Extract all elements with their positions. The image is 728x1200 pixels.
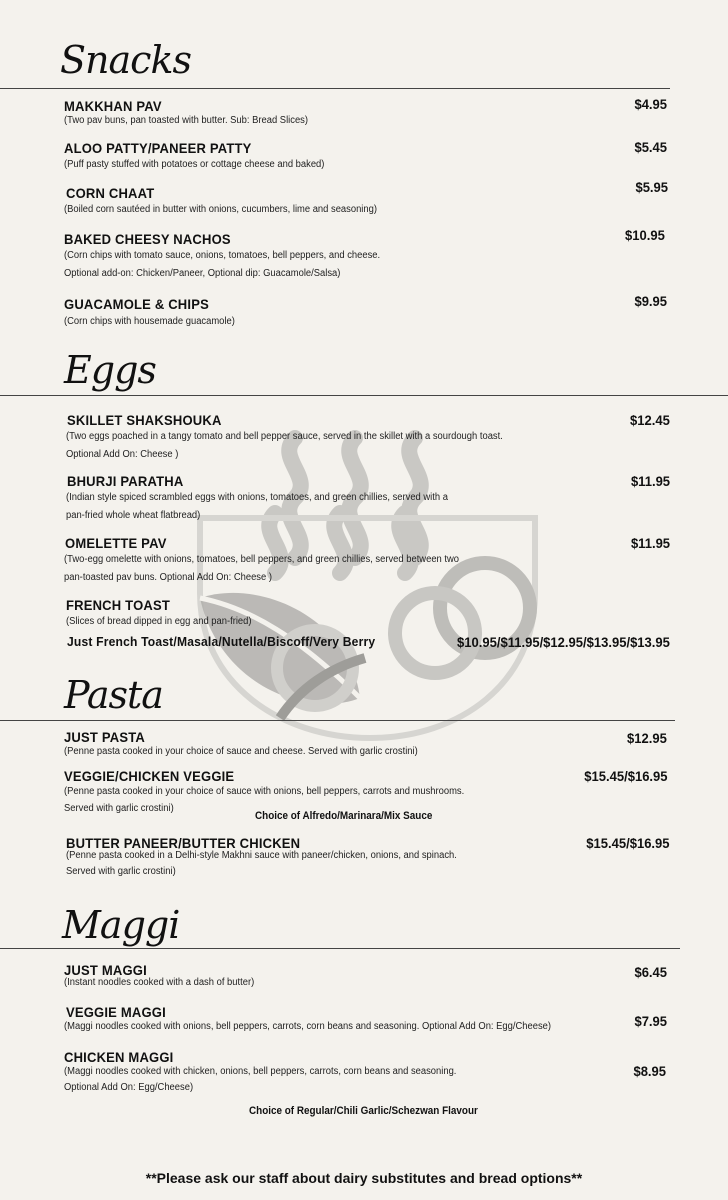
- menu-item-desc: (Indian style spiced scrambled eggs with onions, tomatoes, and green chillies, served with a: [66, 492, 448, 503]
- menu-item-desc: (Puff pasty stuffed with potatoes or cottage cheese and baked): [64, 159, 325, 170]
- menu-item-name: JUST MAGGI: [64, 962, 147, 978]
- menu-item-name: ALOO PATTY/PANEER PATTY: [64, 140, 252, 156]
- menu-item-desc: Served with garlic crostini): [64, 803, 174, 814]
- menu-item-price: $10.95: [625, 227, 665, 243]
- section-heading-pasta: Pasta: [64, 673, 163, 717]
- menu-item-desc: Served with garlic crostini): [66, 866, 176, 877]
- divider: [0, 395, 728, 396]
- menu-item-price: $8.95: [633, 1063, 666, 1079]
- menu-item-desc: (Penne pasta cooked in a Delhi-style Makhni sauce with paneer/chicken, onions, and spinach.: [66, 850, 457, 861]
- french-toast-options: Just French Toast/Masala/Nutella/Biscoff/Very Berry: [67, 634, 376, 649]
- menu-item-desc: (Two pav buns, pan toasted with butter. Sub: Bread Slices): [64, 115, 309, 126]
- section-heading-snacks: Snacks: [60, 38, 191, 82]
- menu-item-desc: (Boiled corn sautéed in butter with onions, cucumbers, lime and seasoning): [64, 204, 377, 215]
- menu-item-price: $12.45: [630, 412, 670, 428]
- menu-item-desc: (Corn chips with tomato sauce, onions, tomatoes, bell peppers, and cheese.: [64, 250, 381, 261]
- menu-item-desc: Optional add-on: Chicken/Paneer, Optional dip: Guacamole/Salsa): [64, 268, 341, 279]
- divider: [0, 948, 680, 949]
- menu-item-name: CORN CHAAT: [66, 185, 155, 201]
- menu-item-price: $9.95: [634, 293, 667, 309]
- menu-item-name: OMELETTE PAV: [65, 535, 167, 551]
- menu-item-price: $5.95: [635, 179, 668, 195]
- menu-item-desc: (Two eggs poached in a tangy tomato and bell pepper sauce, served in the skillet with a sourdough toast.: [66, 431, 503, 442]
- menu-item-desc: Optional Add On: Cheese ): [66, 449, 179, 460]
- menu-item-name: SKILLET SHAKSHOUKA: [67, 412, 222, 428]
- menu-item-desc: (Penne pasta cooked in your choice of sauce and cheese. Served with garlic crostini): [64, 746, 418, 757]
- menu-item-price: $15.45/$16.95: [586, 835, 670, 851]
- menu-item-name: FRENCH TOAST: [66, 597, 170, 613]
- menu-item-price: $4.95: [634, 96, 667, 112]
- menu-item-price: $11.95: [630, 535, 670, 551]
- footer-note: **Please ask our staff about dairy substitutes and bread options**: [145, 1170, 583, 1186]
- menu-item-desc: (Corn chips with housemade guacamole): [64, 316, 235, 327]
- bowl-watermark-icon: [180, 418, 580, 758]
- menu-item-price: $15.45/$16.95: [584, 768, 668, 784]
- menu-item-desc: (Instant noodles cooked with a dash of butter): [64, 977, 255, 988]
- menu-item-name: BUTTER PANEER/BUTTER CHICKEN: [66, 835, 301, 851]
- menu-item-desc: Optional Add On: Egg/Cheese): [64, 1082, 194, 1093]
- section-heading-eggs: Eggs: [64, 348, 156, 392]
- menu-item-name: VEGGIE/CHICKEN VEGGIE: [64, 768, 235, 784]
- french-toast-prices: $10.95/$11.95/$12.95/$13.95/$13.95: [457, 634, 670, 650]
- divider: [0, 720, 675, 721]
- menu-item-price: $6.45: [634, 964, 667, 980]
- menu-item-desc: (Two-egg omelette with onions, tomatoes, bell peppers, and green chillies, served between two: [64, 554, 460, 565]
- menu-item-name: MAKKHAN PAV: [64, 98, 162, 114]
- menu-item-name: JUST PASTA: [64, 729, 145, 745]
- menu-item-name: VEGGIE MAGGI: [66, 1004, 166, 1020]
- menu-item-name: CHICKEN MAGGI: [64, 1049, 174, 1065]
- menu-item-price: $7.95: [634, 1013, 667, 1029]
- menu-item-name: BAKED CHEESY NACHOS: [64, 231, 231, 247]
- menu-item-desc: (Penne pasta cooked in your choice of sauce with onions, bell peppers, carrots and mushrooms.: [64, 786, 465, 797]
- divider: [0, 88, 670, 89]
- menu-item-name: BHURJI PARATHA: [67, 473, 184, 489]
- menu-item-price: $5.45: [634, 139, 667, 155]
- section-heading-maggi: Maggi: [62, 903, 180, 947]
- maggi-flavour-choice: Choice of Regular/Chili Garlic/Schezwan Flavour: [249, 1105, 478, 1117]
- pasta-sauce-choice: Choice of Alfredo/Marinara/Mix Sauce: [255, 810, 433, 822]
- menu-item-name: GUACAMOLE & CHIPS: [64, 296, 209, 312]
- menu-item-desc: (Maggi noodles cooked with onions, bell peppers, carrots, corn beans and seasoning. Optional Add On: Egg/Cheese): [64, 1021, 552, 1032]
- menu-item-desc: pan-fried whole wheat flatbread): [66, 510, 201, 521]
- menu-item-desc: (Maggi noodles cooked with chicken, onions, bell peppers, carrots, corn beans and seasoning.: [64, 1066, 457, 1077]
- menu-item-desc: pan-toasted pav buns. Optional Add On: Cheese ): [64, 572, 272, 583]
- menu-item-desc: (Slices of bread dipped in egg and pan-fried): [66, 616, 252, 627]
- menu-item-price: $11.95: [630, 473, 670, 489]
- menu-item-price: $12.95: [627, 730, 667, 746]
